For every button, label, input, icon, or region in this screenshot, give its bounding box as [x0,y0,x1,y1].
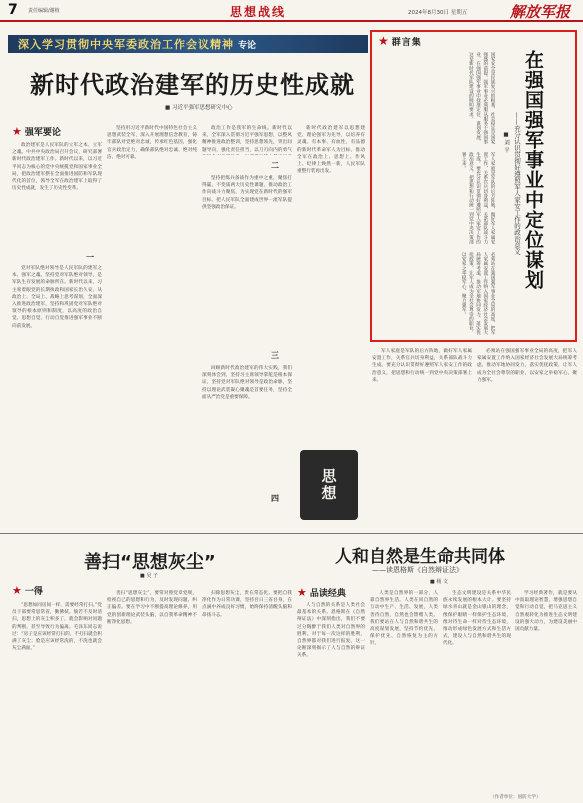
sidebar-continuation-1-text: 军人家庭是军队的后方阵地，做好军人家属安置工作，关系官兵切身利益，关系部队战斗力生成。要充分认识贯彻好遵照军人家安工作的政治意义，把思想和行动统一到党中央决策部署上来。 [372,349,472,383]
bottom-left-byline: ■ 吴 子 [140,573,158,579]
sidebar-article [370,30,577,342]
bottom-left-subheading [12,584,43,597]
section-mark-3: 三 [271,350,279,360]
main-column-6 [297,125,365,445]
sidebar-byline: ■ 刘 平 [503,132,509,153]
newspaper-brand: 解放军报 [510,3,571,21]
section-mark-4: 四 [271,493,279,503]
issue-date: 2024年8月30日 星期五 [408,10,468,16]
bottom-right-subtitle: ——读恩格斯《自然辩证法》 [372,566,463,574]
bottom-right-column-1 [297,602,365,792]
editor-credit: 责任编辑/谢植 [28,8,60,14]
bottom-left-column-1-text: “思想如同房间一样，需要经常打扫。”党员干部要常思常省，勤拂拭。倘若不及时清扫，思想上的灰尘积多了，就会影响对问题的判断，甚至导致行为偏离。毛泽东同志说过：“房子是应该经常打扫的，不打扫就会积满了灰尘；脸是应该经常洗的，不洗也就会灰尘满面。” [12,603,102,652]
main-column-7 [202,365,292,490]
bottom-right-column-3-text: 生态文明建设是关系中华民族永续发展的根本大计。要坚持绿水青山就是金山银山的理念，像保护眼睛一样保护生态环境，像对待生命一样对待生态环境，推动形成绿色发展方式和生活方式，建设人与自然和谐共生的现代化。 [443,591,511,647]
banner-text: 深入学习贯彻中央军委政治工作会议精神 [18,38,234,51]
bottom-right-column-3 [443,590,511,792]
sidebar-subtitle: ——充分认识贯彻好遵照军人家安工作的政治意义 [513,112,521,255]
main-column-5 [202,175,292,345]
header-rule [0,0,583,22]
star-icon: ★ [12,584,22,597]
bottom-left-column-3 [202,590,292,792]
main-column-2 [12,265,102,527]
calligraphy-seal [300,450,358,520]
bottom-left-column-1 [12,602,102,792]
bottom-right-byline: ■ 杨 文 [430,579,448,585]
bottom-right-subheading [297,586,346,599]
main-subheading [12,125,61,138]
main-column-5-text: 坚持把练兵备战作为重中之重，聚焦打得赢、不变质两大历史性课题，推动政治工作向战斗力聚焦，为实现党在新时代的强军目标、把人民军队全面建成世界一流军队提供坚强政治保证。 [202,176,292,210]
sidebar-continuation-2 [477,348,577,528]
main-column-4 [202,125,292,155]
main-column-1-text: 政治建军是人民军队的立军之本、立军之魂。中共中央政治局召开会议，研究部署新时代政治建军工作。新时代以来，以习近平同志为核心的党中央统揽党和国家事业全局，把政治建军摆在全面推进国防和军队现代化的首位，领导全军在政治建军上取得了历史性成就，发生了历史性变革。 [12,143,102,192]
star-icon: ★ [297,586,307,599]
bottom-right-subheading-label: 品读经典 [309,589,346,599]
main-column-2-text: 党对军队绝对领导是人民军队的建军之本、强军之魂。坚持党对军队绝对领导，是军队生存发展的命脉所在。新时代以来，习主席着眼党的长期执政和国家长治久安，从政治上、全局上、战略上思考谋划，全面深入推进政治建军，坚持和巩固党对军队绝对领导的根本原则和制度，以高度的政治自觉、思想自觉、行动自觉推进强军事业不断向前发展。 [12,266,102,329]
main-column-6-text: 新时代政治建军以思想建党、理论强军为先导，以培养有灵魂、有本事、有血性、有品德的新时代革命军人为目标，推动全军在政治上、思想上、作风上、纪律上焕然一新，人民军队重整行装再出发。 [297,126,365,175]
main-column-3 [107,125,197,527]
topic-banner [8,35,368,53]
main-column-3-text: 坚持用习近平新时代中国特色社会主义思想武装全军，深入开展理想信念教育，铸牢部队对党绝对忠诚，传承红色基因，强化官兵政治定力，确保部队绝对忠诚、绝对纯洁、绝对可靠。 [107,126,197,160]
seal-text: 思想 [319,468,338,502]
bottom-right-column-4 [515,590,577,790]
banner-tag: 专论 [238,40,257,51]
main-column-7-text: 回顾新时代政治建军的伟大实践，我们深刻体会到，坚持习主席领导掌舵是根本保证，坚持党对军队绝对领导是政治命脉，坚持以理论武装凝心聚魂是首要任务，坚持全面从严治党是重要保障。 [202,366,292,400]
sidebar-continuation-1 [372,348,472,528]
sidebar-title: 在强国强军事业中定位谋划 [522,50,544,290]
sidebar-column-1: 国家安全是民族复兴的根基，社会稳定是国家强盛的前提。强军事业必须服从服务于强国事业，在强国强军事业中找准定位、谋划发展，这是新时代军队建设的鲜明要求。 [468,52,495,144]
sidebar-continuation-2-text: 必须站在强国强军事业全局的高度，把军人家属安置工作纳入国家经济社会发展大局统筹考虑，推动军地协同发力，落实优抚政策，让军人成为全社会尊崇的职业，以安家之举稳军心、聚力强军。 [477,349,577,383]
main-article-title: 新时代政治建军的历史性成就 [30,71,355,99]
main-column-4-text: 政治工作是我军的生命线。新时代以来，全军深入贯彻习近平强军思想，以整风精神推进政治整训，坚持思想领先，突出问题导向，强化责任担当，以刀刃向内的勇气 [202,126,292,153]
section-name: 思想战线 [230,5,287,19]
sidebar-heading [378,34,422,48]
bottom-right-column-2-text: 人类是自然界的一部分，人靠自然界生活。人类在同自然的互动中生产、生活、发展，人类善待自然，自然也会馈赠人类。我们要站在人与自然和谐共生的高度谋划发展，坚持节约优先、保护优先、自然恢复为主的方针。 [370,591,438,647]
author-unit-note: （作者单位：国防大学） [490,795,541,800]
bottom-right-column-4-text: 学习经典著作，就是要从中汲取理论智慧，增强思想自觉和行动自觉，把马克思主义自然观转化为推进生态文明建设的强大动力，为建设美丽中国贡献力量。 [515,591,577,633]
bottom-left-subheading-label: 一得 [24,587,43,597]
bottom-right-column-1-text: 人与自然的关系是人类社会最基本的关系。恩格斯在《自然辩证法》中深刻指出，我们不要过分陶醉于我们人类对自然界的胜利。对于每一次这样的胜利，自然界都对我们进行报复。这一论断深刻揭示了人与自然的辩证关系。 [297,603,365,659]
sidebar-column-3: 必须站在强国强军事业全局的高度，把军人家属安置工作纳入国家经济社会发展大局统筹考虑，推动军地协同发力，落实优抚政策，让军人成为全社会尊崇的职业，以安家之举稳军心、聚力强军。 [461,252,495,335]
section-mark-1: 一 [86,252,94,262]
star-icon: ★ [12,125,22,138]
main-column-1 [12,142,102,246]
sidebar-column-2: 军人家庭是军队的后方阵地，做好军人家属安置工作，关系官兵切身利益，关系部队战斗力生成。要充分认识贯彻好遵照军人家安工作的政治意义，把思想和行动统一到党中央决策部署上来。 [461,152,495,244]
bottom-left-title: 善扫“思想灰尘” [84,552,216,573]
bottom-left-column-2-text: 善扫“思想灰尘”，要常对照党章党规，检视自己的思想和行为，及时发现问题、纠正偏差。要在学习中不断提高理论修养，用党的创新理论武装头脑，以自我革命精神不断净化思想。 [107,591,197,625]
section-divider [0,533,583,534]
section-mark-2: 二 [271,160,279,170]
page-number: 7 [8,2,18,18]
bottom-right-column-2 [370,590,438,792]
main-subheading-label: 强军要论 [24,128,61,138]
sidebar-heading-label: 群言集 [391,37,422,48]
star-icon: ★ [378,34,389,48]
main-article-byline: ■ 习近平强军思想研究中心 [165,105,233,111]
bottom-left-column-3-text: 扫除思想灰尘，贵在常态化。要把自我净化作为日常功课，坚持吾日三省吾身，在点滴中养成良好习惯，始终保持清醒头脑和昂扬斗志。 [202,591,292,618]
bottom-left-column-2 [107,590,197,792]
bottom-right-title: 人和自然是生命共同体 [335,547,505,567]
